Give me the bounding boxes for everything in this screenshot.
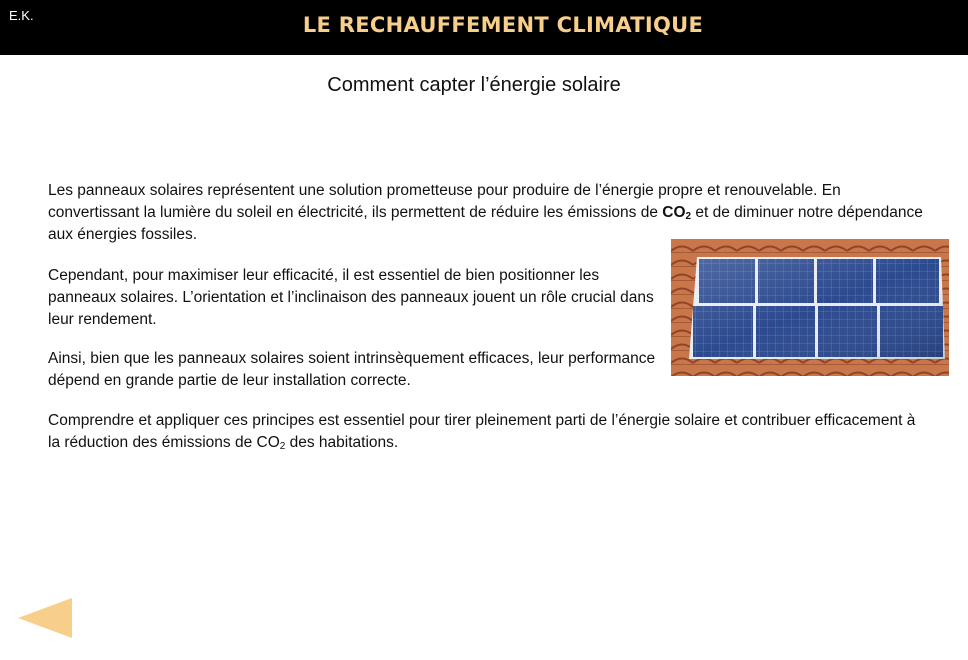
page-subtitle: Comment capter l’énergie solaire [327,74,621,96]
paragraph-intro-text-b: et de diminuer notre dépendance aux énergies fossiles. [48,204,923,243]
paragraph-positioning: Cependant, pour maximiser leur efficacité, il est essentiel de bien positionner les panneaux solaires. L’orientation et l’inclinaison des panneaux jouent un rôle crucial dans leur rendement. [48,267,654,328]
paragraph-intro-text-a: Les panneaux solaires représentent une solution prometteuse pour produire de l’énergie propre et renouvelable. En convertissant la lumière du soleil en électricité, ils permettent de réduire les émissions de [48,182,841,221]
paragraph-conclusion [48,410,928,454]
co2-subscript: 2 [685,211,692,222]
co2-subscript-2: 2 [279,441,286,452]
header-bar [0,0,968,55]
solar-panel-roof-image [671,239,949,376]
paragraph-conclusion-text-a: Comprendre et appliquer ces principes est essentiel pour tirer pleinement parti de l’énergie solaire et contribuer efficacement à la réduction des émissions de CO [48,412,916,451]
paragraph-intro [48,180,928,246]
co2-text: CO [662,204,686,221]
paragraph-conclusion-text-b: des habitations. [285,434,399,451]
author-initials: E.K. [9,8,34,23]
co2-label [662,204,691,221]
paragraph-installation: Ainsi, bien que les panneaux solaires soient intrinsèquement efficaces, leur performance dépend en grande partie de leur installation correcte. [48,350,656,389]
back-arrow-icon[interactable] [18,598,72,638]
page-title: LE RECHAUFFEMENT CLIMATIQUE [302,13,704,37]
